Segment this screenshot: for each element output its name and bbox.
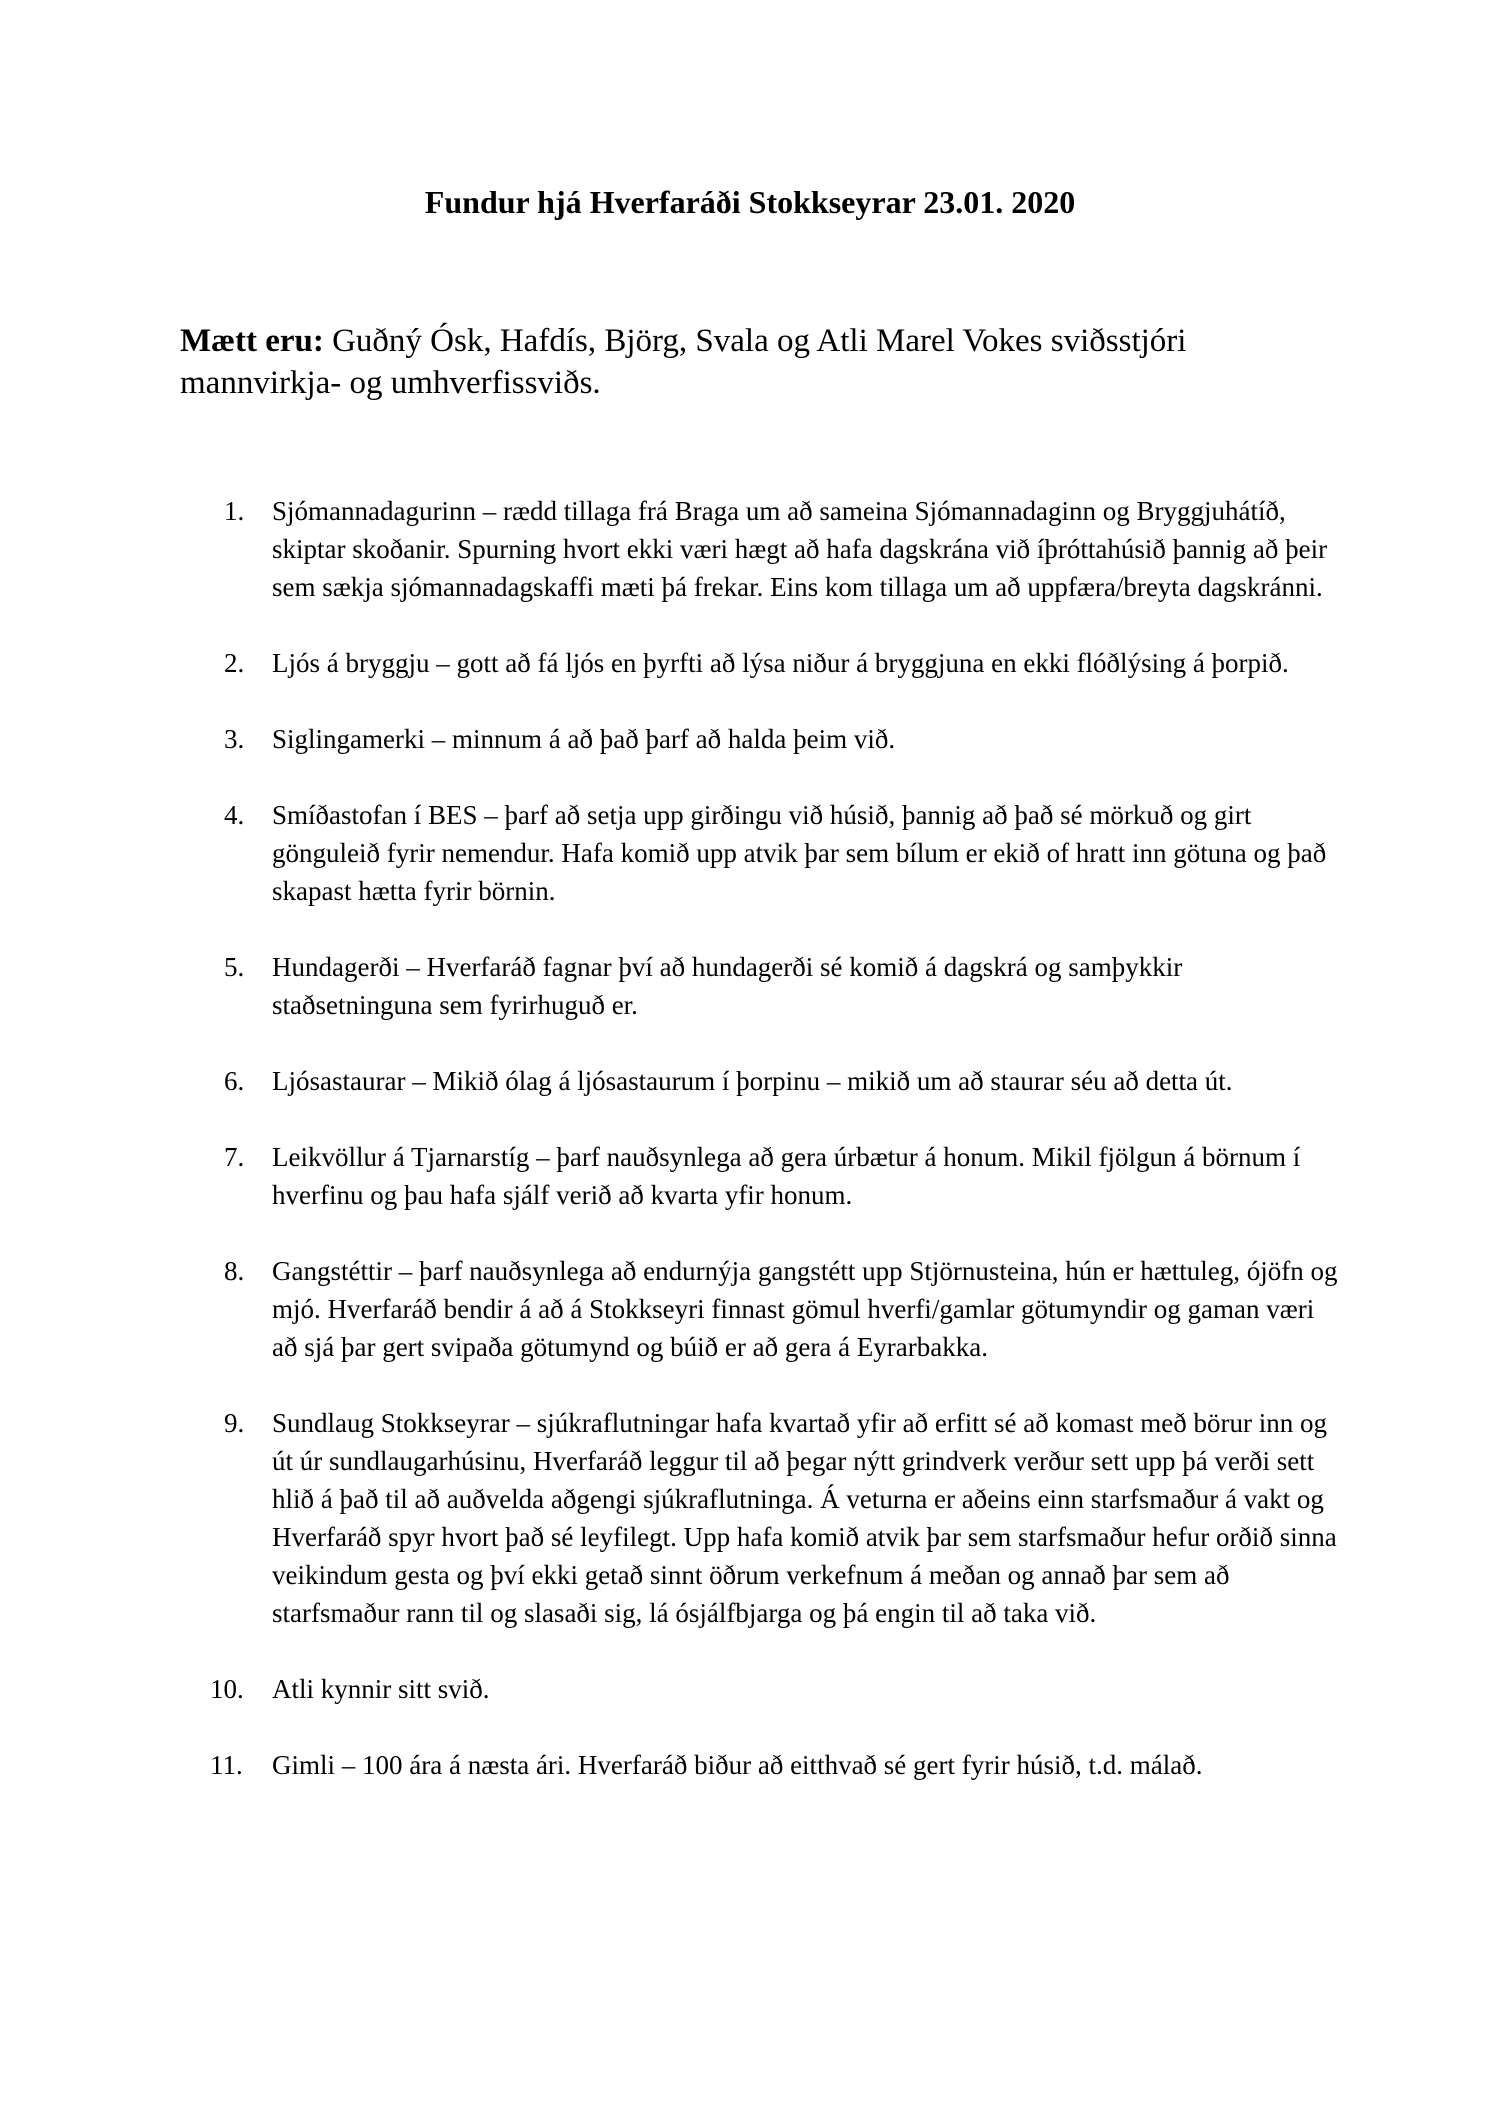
agenda-item-text: Ljós á bryggju – gott að fá ljós en þyrfti að lýsa niður á bryggjuna en ekki flóðlýsing á þorpið. bbox=[272, 648, 1289, 678]
agenda-item-number: 3. bbox=[224, 724, 245, 754]
agenda-item-text: Leikvöllur á Tjarnarstíg – þarf nauðsynlega að gera úrbætur á honum. Mikil fjölgun á börnum í hverfinu og þau hafa sjálf verið að kvarta yfir honum. bbox=[272, 1142, 1301, 1210]
agenda-item bbox=[180, 1252, 1340, 1366]
agenda-item-number: 1. bbox=[224, 496, 245, 526]
agenda-item-text: Ljósastaurar – Mikið ólag á ljósastaurum í þorpinu – mikið um að staurar séu að detta út. bbox=[272, 1066, 1233, 1096]
agenda-item-number: 10. bbox=[210, 1674, 244, 1704]
agenda-item bbox=[180, 1670, 1340, 1708]
attendees-label: Mætt eru: bbox=[180, 323, 324, 359]
agenda-item bbox=[180, 1746, 1340, 1784]
agenda-item-text: Sjómannadagurinn – rædd tillaga frá Braga um að sameina Sjómannadaginn og Bryggjuhátíð, skiptar skoðanir. Spurning hvort ekki væri hægt að hafa dagskrána við íþróttahúsið þannig að þeir sem sækja sjómannadagskaffi mæti þá frekar. Eins kom tillaga um að uppfæra/breyta dagskránni. bbox=[272, 496, 1328, 602]
agenda-item bbox=[180, 796, 1340, 910]
agenda-item-number: 4. bbox=[224, 800, 245, 830]
attendees-paragraph bbox=[180, 320, 1340, 404]
agenda-item-number: 11. bbox=[210, 1750, 243, 1780]
agenda-item bbox=[180, 1138, 1340, 1214]
agenda-item-text: Gangstéttir – þarf nauðsynlega að endurnýja gangstétt upp Stjörnusteina, hún er hættuleg, ójöfn og mjó. Hverfaráð bendir á að á Stokkseyri finnast gömul hverfi/gamlar götumyndir og gaman væri að sjá þar gert svipaða götumynd og búið er að gera á Eyrarbakka. bbox=[272, 1256, 1338, 1362]
agenda-item-number: 7. bbox=[224, 1142, 245, 1172]
agenda-item-number: 6. bbox=[224, 1066, 245, 1096]
agenda-item-text: Atli kynnir sitt svið. bbox=[272, 1674, 490, 1704]
agenda-item-text: Sundlaug Stokkseyrar – sjúkraflutningar hafa kvartað yfir að erfitt sé að komast með börur inn og út úr sundlaugarhúsinu, Hverfaráð leggur til að þegar nýtt grindverk verður sett upp þá verði sett hlið á það til að auðvelda aðgengi sjúkraflutninga. Á veturna er aðeins einn starfsmaður á vakt og Hverfaráð spyr hvort það sé leyfilegt. Upp hafa komið atvik þar sem starfsmaður hefur orðið sinna veikindum gesta og því ekki getað sinnt öðrum verkefnum á meðan og annað þar sem að starfsmaður rann til og slasaði sig, lá ósjálfbjarga og þá engin til að taka við. bbox=[272, 1408, 1337, 1628]
attendees-text: Guðný Ósk, Hafdís, Björg, Svala og Atli Marel Vokes sviðsstjóri mannvirkja- og umhverfissviðs. bbox=[180, 323, 1187, 401]
agenda-item-number: 2. bbox=[224, 648, 245, 678]
agenda-item-number: 5. bbox=[224, 952, 245, 982]
agenda-item bbox=[180, 1404, 1340, 1632]
agenda-item bbox=[180, 948, 1340, 1024]
agenda-item bbox=[180, 1062, 1340, 1100]
agenda-item bbox=[180, 492, 1340, 606]
agenda-list bbox=[180, 492, 1340, 1822]
agenda-item bbox=[180, 720, 1340, 758]
agenda-item-text: Gimli – 100 ára á næsta ári. Hverfaráð biður að eitthvað sé gert fyrir húsið, t.d. málað. bbox=[272, 1750, 1203, 1780]
agenda-item-text: Hundagerði – Hverfaráð fagnar því að hundagerði sé komið á dagskrá og samþykkir staðsetninguna sem fyrirhuguð er. bbox=[272, 952, 1183, 1020]
agenda-item-number: 8. bbox=[224, 1256, 245, 1286]
agenda-item-number: 9. bbox=[224, 1408, 245, 1438]
agenda-item-text: Smíðastofan í BES – þarf að setja upp girðingu við húsið, þannig að það sé mörkuð og girt gönguleið fyrir nemendur. Hafa komið upp atvik þar sem bílum er ekið of hratt inn götuna og það skapast hætta fyrir börnin. bbox=[272, 800, 1327, 906]
agenda-item bbox=[180, 644, 1340, 682]
agenda-item-text: Siglingamerki – minnum á að það þarf að halda þeim við. bbox=[272, 724, 896, 754]
document-title: Fundur hjá Hverfaráði Stokkseyrar 23.01. 2020 bbox=[424, 184, 1076, 220]
